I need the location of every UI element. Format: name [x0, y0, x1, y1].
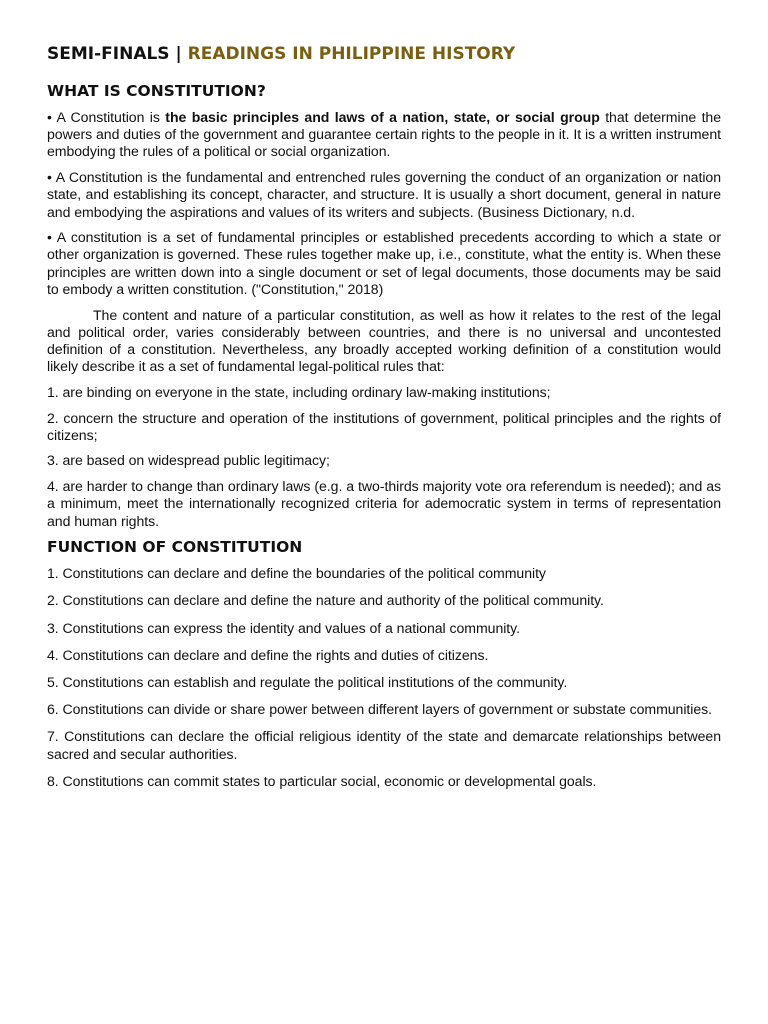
rule-item: 3. are based on widespread public legitimacy;	[47, 452, 330, 469]
body-paragraph: The content and nature of a particular constitution, as well as how it relates to the rest of the legal and political order, varies considerably between countries, and there is no universal and uncontested definition of a constitution. Nevertheless, any broadly accepted working definition of a constitution would likely describe it as a set of fundamental legal-political rules that:	[47, 306, 721, 375]
title-label: SEMI-FINALS	[47, 44, 170, 64]
function-item: 2. Constitutions can declare and define the nature and authority of the political community.	[47, 592, 604, 609]
rule-item: 1. are binding on everyone in the state, including ordinary law-making institutions;	[47, 383, 551, 400]
bullet-1-prefix: • A Constitution is	[47, 109, 166, 125]
function-item: 8. Constitutions can commit states to particular social, economic or developmental goals.	[47, 772, 597, 789]
section-heading-what-is: WHAT IS CONSTITUTION?	[47, 82, 266, 100]
rule-item: 4. are harder to change than ordinary laws (e.g. a two-thirds majority vote ora referendum is needed); and as a minimum, meet the internationally recognized criteria for ademocratic system in terms of representation and human rights.	[47, 478, 721, 529]
function-list	[47, 565, 721, 790]
function-item: 6. Constitutions can divide or share power between different layers of government or substate communities.	[47, 701, 713, 718]
document-page	[47, 44, 721, 800]
function-item: 5. Constitutions can establish and regulate the political institutions of the community.	[47, 674, 568, 691]
function-item: 3. Constitutions can express the identity and values of a national community.	[47, 619, 520, 636]
section-heading-function: FUNCTION OF CONSTITUTION	[47, 538, 303, 557]
bullet-1-suffix: that determine the powers and duties of the government and guarantee certain rights to the people in it. It is a written instrument embodying the rules of a political or social organization.	[47, 109, 722, 160]
definition-bullet-2: • A Constitution is the fundamental and entrenched rules governing the conduct of an organization or nation state, and establishing its concept, character, and structure. It is usually a short document, general in nature and embodying the aspirations and values of its writers and subjects. (Business Dictionary, n.d.	[47, 169, 721, 220]
title-subject: READINGS IN PHILIPPINE HISTORY	[187, 44, 516, 64]
definition-bullet-3: • A constitution is a set of fundamental principles or established precedents according to which a state or other organization is governed. These rules together make up, i.e., constitute, what the entity is. When these principles are written down into a single document or set of legal documents, those documents may be said to embody a written constitution. ("Constitution," 2018)	[47, 229, 721, 297]
rule-item: 2. concern the structure and operation of the institutions of government, political principles and the rights of citizens;	[47, 409, 721, 443]
definition-bullet-1	[47, 109, 721, 161]
bullet-1-bold: the basic principles and laws of a nation, state, or social group	[165, 109, 600, 125]
function-item: 4. Constitutions can declare and define the rights and duties of citizens.	[47, 646, 489, 663]
page-title	[47, 44, 721, 64]
function-item: 7. Constitutions can declare the official religious identity of the state and demarcate relationships between sacred and secular authorities.	[47, 728, 721, 762]
function-item: 1. Constitutions can declare and define the boundaries of the political community	[47, 565, 546, 582]
title-separator: |	[175, 44, 182, 64]
